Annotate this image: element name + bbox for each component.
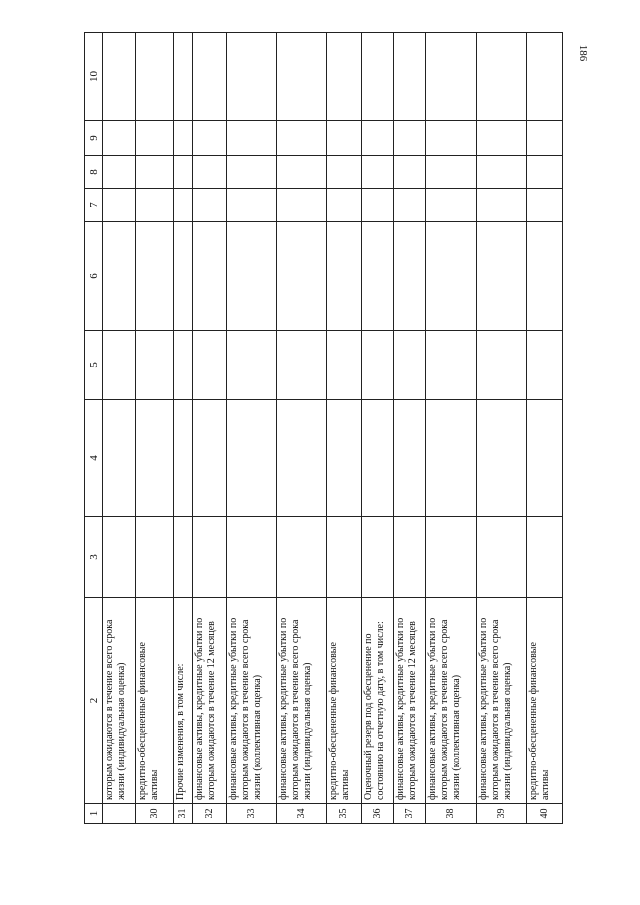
- page-number: 186: [577, 44, 589, 62]
- table-row: [277, 33, 327, 824]
- row-label-text: активы: [149, 769, 160, 800]
- row-label: [527, 598, 563, 804]
- row-number: 32: [193, 804, 227, 824]
- table-row: [527, 33, 563, 824]
- row-label: [394, 598, 426, 804]
- table-row: [227, 33, 277, 824]
- row-label-text: жизни (коллективная оценка): [451, 674, 462, 800]
- column-number: 3: [85, 517, 103, 598]
- row-number: [103, 804, 136, 824]
- row-label-text: состоянию на отчетную дату, в том числе:: [375, 621, 386, 800]
- row-label: [477, 598, 527, 804]
- column-number: 4: [85, 400, 103, 517]
- row-number: 35: [327, 804, 362, 824]
- row-label-top: финансовые активы, кредитные убытки по которым ожидаются в течение всего срока: [427, 617, 450, 800]
- table-row: [477, 33, 527, 824]
- row-label-top: которым ожидаются в течение всего срока: [104, 619, 115, 800]
- row-label-text: жизни (индивидуальная оценка): [116, 662, 127, 800]
- row-label: [136, 598, 174, 804]
- row-label-text: активы: [340, 769, 351, 800]
- row-number: 39: [477, 804, 527, 824]
- row-label: [426, 598, 477, 804]
- data-table: [84, 32, 563, 824]
- column-number: 10: [85, 33, 103, 121]
- row-label-top: кредитно-обесцененные финансовые: [137, 642, 148, 800]
- row-number: 34: [277, 804, 327, 824]
- row-label-text: Прочие изменения, в том числе:: [175, 663, 186, 800]
- column-number-row: [85, 33, 103, 824]
- table-row: [426, 33, 477, 824]
- row-label-top: финансовые активы, кредитные убытки по: [395, 617, 406, 800]
- column-number: 2: [85, 598, 103, 804]
- row-label-text: жизни (коллективная оценка): [252, 674, 263, 800]
- row-label: [362, 598, 394, 804]
- column-number: 7: [85, 189, 103, 222]
- table-row: [394, 33, 426, 824]
- row-label-top: финансовые активы, кредитные убытки по которым ожидаются в течение всего срока: [228, 617, 251, 800]
- table-row: [174, 33, 193, 824]
- row-label-text: которым ожидаются в течение 12 месяцев: [407, 621, 418, 800]
- row-label-text: активы: [540, 769, 551, 800]
- row-label: [103, 598, 136, 804]
- row-number: 36: [362, 804, 394, 824]
- table-row: [136, 33, 174, 824]
- row-number: 37: [394, 804, 426, 824]
- table-row: [327, 33, 362, 824]
- column-number: 5: [85, 331, 103, 400]
- row-number: 30: [136, 804, 174, 824]
- row-label: [277, 598, 327, 804]
- column-number: 1: [85, 804, 103, 824]
- row-number: 40: [527, 804, 563, 824]
- table-row: [193, 33, 227, 824]
- row-number: 31: [174, 804, 193, 824]
- row-label: [193, 598, 227, 804]
- row-label-top: финансовые активы, кредитные убытки по которым ожидаются в течение всего срока: [278, 617, 301, 800]
- column-number: 6: [85, 222, 103, 331]
- row-label-top: финансовые активы, кредитные убытки по: [194, 617, 205, 800]
- table-row: [103, 33, 136, 824]
- column-number: 8: [85, 156, 103, 189]
- table-row: [362, 33, 394, 824]
- row-number: 33: [227, 804, 277, 824]
- row-label-top: Оценочный резерв под обесценение по: [363, 633, 374, 800]
- table-container: [84, 33, 615, 824]
- row-label: [174, 598, 193, 804]
- row-label-top: кредитно-обесцененные финансовые: [328, 642, 339, 800]
- row-label-text: которым ожидаются в течение 12 месяцев: [206, 621, 217, 800]
- row-label: [227, 598, 277, 804]
- row-label: [327, 598, 362, 804]
- column-number: 9: [85, 121, 103, 156]
- row-label-text: жизни (индивидуальная оценка): [302, 662, 313, 800]
- row-label-top: кредитно-обесцененные финансовые: [528, 642, 539, 800]
- row-label-text: жизни (индивидуальная оценка): [502, 662, 513, 800]
- row-label-top: финансовые активы, кредитные убытки по которым ожидаются в течение всего срока: [478, 617, 501, 800]
- row-number: 38: [426, 804, 477, 824]
